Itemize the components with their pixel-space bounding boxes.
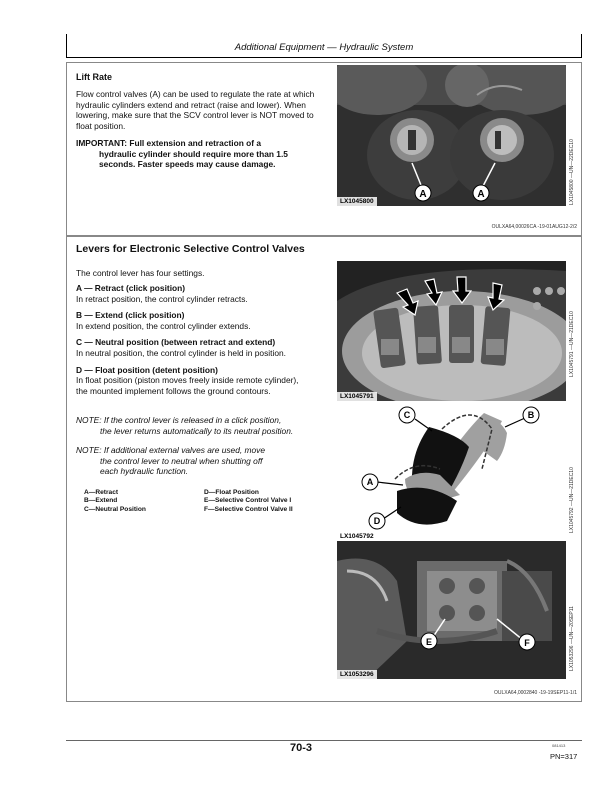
- setting-d-heading: D — Float position (detent position): [76, 364, 218, 375]
- note-1: [76, 415, 336, 436]
- lever-positions-diagram-label: LX1045792: [337, 532, 377, 541]
- lever-positions-diagram-code: LX1045792 —UN—21DEC10: [569, 467, 575, 533]
- important-line-1: IMPORTANT: Full extension and retraction of a: [76, 138, 262, 148]
- setting-c-text: In neutral position, the control cylinder is held in position.: [76, 347, 286, 358]
- footer-small-code: 081413: [552, 743, 566, 748]
- header-rule: [66, 57, 582, 58]
- selective-control-valves-image: [337, 541, 566, 679]
- setting-b-text: In extend position, the control cylinder extends.: [76, 320, 251, 331]
- callout-a: A: [366, 477, 374, 487]
- lever-positions-diagram: [337, 401, 566, 541]
- levers-title: Levers for Electronic Selective Control Valves: [76, 243, 305, 255]
- scv-photo-code: LX1053296 —UN—20SEP11: [569, 606, 575, 671]
- footer-pn: PN=317: [550, 752, 578, 761]
- important-line-2: hydraulic cylinder should require more than 1.5: [99, 148, 288, 159]
- lift-rate-photo-label: LX1045800: [337, 197, 377, 206]
- note-1-line-2: the lever returns automatically to its neutral position.: [100, 425, 294, 436]
- callout-e: E: [425, 637, 433, 647]
- callout-a-right: A: [477, 189, 485, 200]
- flow-control-valves-image: [337, 65, 566, 206]
- note-2-line-2: the control lever to neutral when shutting off: [100, 455, 263, 466]
- scv-photo-label: LX1053296: [337, 670, 377, 679]
- lift-rate-ref: OULXA64,00026CA -19-01AUG12-2/2: [491, 224, 577, 230]
- setting-c-heading: C — Neutral position (between retract and extend): [76, 337, 276, 348]
- setting-a-text: In retract position, the control cylinder retracts.: [76, 293, 248, 304]
- callout-d: D: [373, 516, 381, 526]
- setting-d-text: In float position (piston moves freely inside remote cylinder), the mounted implement follows the ground contours.: [76, 375, 299, 396]
- callout-f: F: [524, 638, 530, 648]
- legend-item-b: B—Extend: [84, 497, 118, 505]
- levers-ref: OULXA64,0002840 -19-19SEP11-1/1: [493, 690, 577, 696]
- levers-intro: The control lever has four settings.: [76, 268, 205, 278]
- settings-list: [76, 283, 326, 396]
- control-levers-photo: [337, 261, 566, 401]
- control-levers-image: [337, 261, 566, 401]
- setting-a-heading: A — Retract (click position): [76, 283, 186, 293]
- control-levers-photo-label: LX1045791: [337, 392, 377, 401]
- callout-b: B: [527, 410, 535, 420]
- callout-a-left: A: [419, 189, 427, 200]
- scv-photo: [337, 541, 566, 679]
- page-header-title: Additional Equipment — Hydraulic System: [234, 42, 414, 53]
- legend-item-a: A—Retract: [84, 489, 119, 496]
- legend-item-f: F—Selective Control Valve II: [204, 505, 293, 513]
- legend-right: [204, 489, 293, 514]
- lift-rate-photo: [337, 65, 566, 206]
- note-2-line-3: each hydraulic function.: [100, 466, 188, 477]
- setting-b-heading: B — Extend (click position): [76, 310, 185, 321]
- lever-positions-image: [337, 401, 566, 541]
- lift-rate-body: Flow control valves (A) can be used to regulate the rate at which hydraulic cylinders extend and retract (raise and lower). When lowering, make sure that the SCV control lever is NOT moved to float position.: [76, 89, 315, 131]
- note-2: [76, 445, 336, 477]
- lift-rate-important: [76, 138, 326, 170]
- note-2-line-1: NOTE: If additional external valves are used, move: [76, 445, 265, 455]
- legend-item-c: C—Neutral Position: [84, 505, 146, 513]
- legend-item-e: E—Selective Control Valve I: [204, 497, 292, 505]
- lift-rate-section: [66, 62, 582, 236]
- legend-item-d: D—Float Position: [204, 489, 259, 496]
- levers-section: [66, 236, 582, 702]
- page-number: 70-3: [290, 742, 313, 754]
- note-1-line-1: NOTE: If the control lever is released in a click position,: [76, 415, 282, 425]
- important-line-3: seconds. Faster speeds may cause damage.: [99, 159, 276, 170]
- lift-rate-photo-code: LX1045800 —UN—22DEC10: [569, 139, 575, 205]
- control-levers-photo-code: LX1045791 —UN—21DEC10: [569, 311, 575, 377]
- footer-rule: [66, 740, 582, 741]
- callout-c: C: [403, 410, 411, 420]
- lift-rate-title: Lift Rate: [76, 72, 112, 82]
- legend-left: [84, 489, 146, 514]
